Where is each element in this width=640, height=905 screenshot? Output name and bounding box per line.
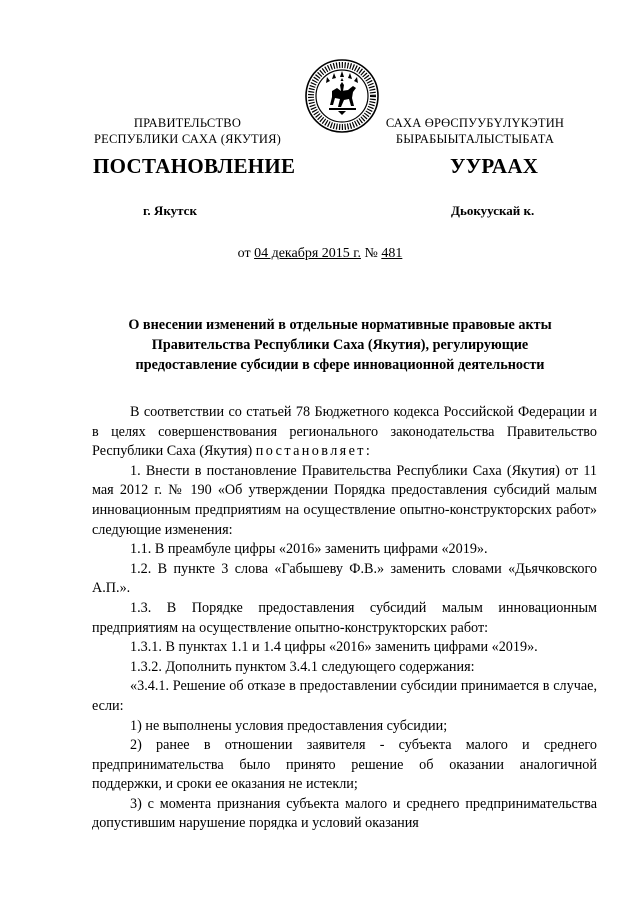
paragraph-1-1: 1.1. В преамбуле цифры «2016» заменить цифрами «2019». — [130, 541, 488, 558]
paragraph-3-4-1: «3.4.1. Решение об отказе в предоставлении субсидии принимается в случае, если: — [92, 678, 597, 714]
document-type-sakha: УУРААХ — [450, 154, 539, 178]
document-type-russian: ПОСТАНОВЛЕНИЕ — [93, 154, 296, 178]
paragraph-1-3-1: 1.3.1. В пунктах 1.1 и 1.4 цифры «2016» заменить цифрами «2019». — [130, 639, 538, 656]
preamble-paragraph: В соответствии со статьей 78 Бюджетного кодекса Российской Федерации и в целях совершенствования регионального законодательства Правительство Республики Саха (Якутия) постановляет: — [92, 404, 597, 460]
decree-date-number — [0, 246, 640, 262]
city-sakha: Дьокуускай к. — [451, 203, 535, 218]
paragraph-1: 1. Внести в постановление Правительства Республики Саха (Якутия) от 11 мая 2012 г. № 190 «Об утверждении Порядка предоставления субсидий малым инновационным предприятиям на осуществление опытно-конструкторских работ» следующие изменения: — [92, 462, 597, 538]
government-name-russian: ПРАВИТЕЛЬСТВО РЕСПУБЛИКИ САХА (ЯКУТИЯ) — [94, 116, 281, 146]
decree-prefix: от — [237, 246, 251, 261]
list-item-1: 1) не выполнены условия предоставления субсидии; — [130, 717, 448, 734]
list-item-3: 3) с момента признания субъекта малого и среднего предпринимательства допустившим нарушение порядка и условий оказания — [92, 795, 597, 832]
decree-subject-title: О внесении изменений в отдельные нормативные правовые акты Правительства Республики Саха (Якутия), регулирующие предоставление субсидии в сфере инновационной деятельности — [128, 317, 552, 373]
list-item-2: 2) ранее в отношении заявителя - субъекта малого и среднего предпринимательства было принято решение об оказании аналогичной поддержки, и сроки ее оказания не истекли; — [92, 737, 597, 793]
city-russian: г. Якутск — [143, 203, 197, 218]
paragraph-1-2: 1.2. В пункте 3 слова «Габышеву Ф.В.» заменить словами «Дьячковского А.П.». — [92, 560, 597, 597]
coat-of-arms-emblem — [304, 58, 380, 134]
paragraph-1-3: 1.3. В Порядке предоставления субсидий малым инновационным предприятиям на осуществление опытно-конструкторских работ: — [92, 599, 597, 636]
decree-number-label: № — [364, 246, 378, 261]
government-name-sakha: САХА ӨРӨСПУУБҮЛҮКЭТИН БЫРАБЫЫТАЛЫСТЫБАТА — [385, 116, 565, 146]
decree-body — [92, 403, 597, 834]
paragraph-1-3-2: 1.3.2. Дополнить пунктом 3.4.1 следующего содержания: — [130, 658, 475, 675]
decree-date: 04 декабря 2015 г. — [254, 246, 361, 261]
decree-number: 481 — [381, 246, 403, 261]
